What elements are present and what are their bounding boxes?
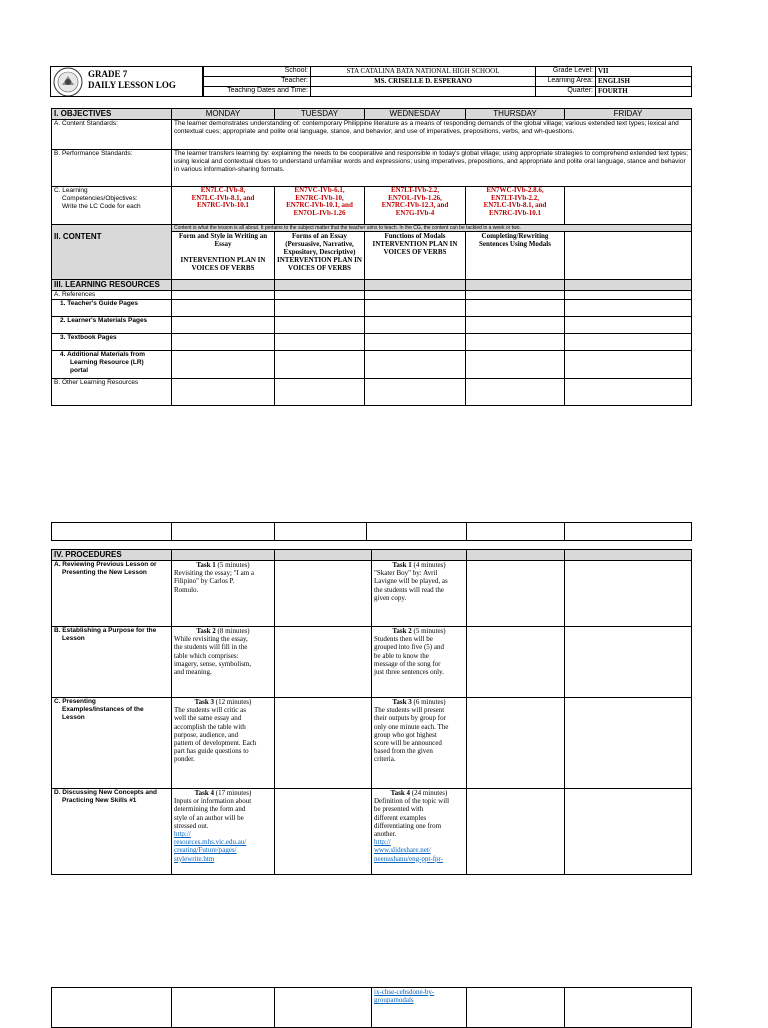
proc-c-label <box>52 698 172 789</box>
content-note: Content is what the lesson is all about. It pertains to the subject matter that the teacher aims to teach. In the CG, the content can be tackled in a week or two. <box>172 225 692 232</box>
task-title: Task 4 <box>194 789 215 797</box>
code: EN7LC-IVb-8.1, and <box>483 201 547 209</box>
content-sub: INTERVENTION PLAN IN VOICES OF VERBS <box>277 256 362 272</box>
grade-level-value: VII <box>596 67 692 77</box>
competencies-label <box>52 187 172 225</box>
task-line: Students then will be <box>374 635 433 644</box>
dates-value <box>311 87 536 97</box>
wed-task-4-continued <box>372 988 467 1028</box>
task-line: "Skater Boy" by: Avril <box>374 569 438 578</box>
task-line: Definition of the topic will <box>374 797 450 806</box>
task-line: imagery, sense, symbolism, <box>174 659 252 668</box>
task-minutes: (12 minutes) <box>215 698 252 706</box>
competencies-label-1: C. Learning <box>54 187 88 194</box>
task-line: Lavigne will be played, as <box>374 577 448 586</box>
teacher-label: Teacher: <box>204 77 311 87</box>
code: EN7LC-IVb-8, <box>200 186 246 194</box>
task-line: message of the song for <box>374 659 441 668</box>
teacher-value: MS. CRISELLE D. ESPERANO <box>311 77 536 87</box>
code: EN7RC-IVb-12.3, and <box>381 201 449 209</box>
task-line: style of an author will be <box>174 813 244 822</box>
proc-a-label <box>52 561 172 627</box>
proc-b-label <box>52 627 172 698</box>
mon-task-3 <box>172 698 275 789</box>
task-line: only one minute each. The <box>374 722 449 731</box>
day-tuesday: TUESDAY <box>275 109 365 120</box>
resource-link[interactable]: resources.mhs.vic.edu.au/ <box>174 838 247 847</box>
proc-d-line-2: Practicing New Skills #1 <box>62 797 137 804</box>
code: EN7G-IVb-4 <box>395 208 435 217</box>
task-title: Task 3 <box>194 698 215 706</box>
codes-monday <box>172 187 275 225</box>
quarter-value: FOURTH <box>596 87 692 97</box>
wed-task-2 <box>372 627 467 698</box>
content-monday <box>172 232 275 280</box>
additional-line-2: Learning Resource (LR) <box>70 359 144 366</box>
proc-c-line-2: Examples/Instances of the <box>62 706 144 713</box>
procedures-table <box>51 549 692 875</box>
task-title: Task 1 <box>392 561 412 569</box>
grade-level-label: Grade Level: <box>536 67 596 77</box>
task-minutes: (6 minutes) <box>413 698 446 706</box>
codes-tuesday <box>275 187 365 225</box>
task-line: While revisiting the essay, <box>174 635 248 644</box>
task-line: group who got highest <box>374 730 437 739</box>
resource-link[interactable]: neenushanu/eng-ppt-fpr- <box>374 854 444 863</box>
codes-friday <box>565 187 692 225</box>
additional-line-1: 4. Additional Materials from <box>60 351 145 358</box>
mon-task-4 <box>172 789 275 875</box>
code: EN7WC-IVb-2.8.6, <box>486 186 544 194</box>
objectives-heading: I. OBJECTIVES <box>52 109 172 120</box>
objectives-table <box>51 108 692 406</box>
content-tuesday <box>275 232 365 280</box>
day-thursday: THURSDAY <box>466 109 565 120</box>
content-standards-label: A. Content Standards: <box>52 120 172 150</box>
content-thursday <box>466 232 565 280</box>
day-monday: MONDAY <box>172 109 275 120</box>
textbook-pages-label: 3. Textbook Pages <box>52 334 172 351</box>
code: EN7RC-IVb-10.1 <box>489 208 541 217</box>
dates-label: Teaching Dates and Time: <box>204 87 311 97</box>
competencies-label-3: Write the LC Code for each <box>62 203 141 210</box>
learning-area-label: Learning Area: <box>536 77 596 87</box>
task-line: table which comprises: <box>174 651 239 660</box>
task-line: differentiating one from <box>374 821 442 830</box>
resource-link[interactable]: http:// <box>374 838 391 847</box>
content-title: Forms of an Essay (Persuasive, Narrative, Expository, Descriptive) <box>283 232 356 256</box>
competencies-label-2: Competencies/Objectives: <box>62 195 138 202</box>
content-standards-text: The learner demonstrates understanding of: contemporary Philippine literature as a means of responding demands of the global village; various extended text types; lexical and contextual cues; appropriate and polite oral language, stance, and behavior; and use of imperatives, prepositions, verbs, and wh-questions. <box>172 120 692 150</box>
task-minutes: (5 minutes) <box>217 561 250 569</box>
task-line: score will be announced <box>374 739 442 748</box>
school-value: STA CATALINA BATA NATIONAL HIGH SCHOOL <box>311 67 536 77</box>
continuation-row-top <box>51 522 692 541</box>
proc-d-label <box>52 789 172 875</box>
task-line: just three sentences only. <box>374 668 444 677</box>
code: EN7LT-IVb-2.2, <box>490 193 540 202</box>
task-line: and meaning. <box>174 668 212 677</box>
code: EN7RC-IVb-10, <box>295 193 344 202</box>
code: EN7LT-IVb-2.2, <box>390 186 440 194</box>
task-line: accomplish the table with <box>174 722 246 731</box>
proc-b-line-1: B. Establishing a Purpose for the <box>54 627 157 634</box>
proc-d-line-1: D. Discussing New Concepts and <box>54 789 157 796</box>
wed-task-1 <box>372 561 467 627</box>
resource-link[interactable]: stylewrite.htm <box>174 854 215 863</box>
resource-link[interactable]: http:// <box>174 830 191 839</box>
task-title: Task 1 <box>196 561 216 569</box>
resources-heading: III. LEARNING RESOURCES <box>52 280 172 291</box>
other-resources-label: B. Other Learning Resources <box>52 379 172 406</box>
content-note-spacer <box>52 225 172 232</box>
task-line: determining the form and <box>174 805 246 814</box>
code: EN7VC-IVb-6.1, <box>294 186 345 194</box>
task-title: Task 3 <box>392 698 412 706</box>
proc-a-line-2: Presenting the New Lesson <box>62 569 147 576</box>
lm-pages-label: 2. Learner's Materials Pages <box>52 317 172 334</box>
task-line: grouped into five (5) and <box>374 643 444 652</box>
content-title: Form and Style in Writing an Essay <box>178 232 268 248</box>
task-line: Revisiting the essay; "I am a <box>174 569 255 578</box>
task-line: The students will critic as <box>174 706 246 715</box>
proc-b-line-2: Lesson <box>62 635 85 642</box>
mon-task-2 <box>172 627 275 698</box>
task-line: ponder. <box>174 755 195 764</box>
task-line: their outputs by group for <box>374 714 446 723</box>
task-line: different examples <box>374 813 427 822</box>
task-line: The students will present <box>374 706 445 715</box>
proc-c-line-3: Lesson <box>62 714 85 721</box>
task-minutes: (8 minutes) <box>217 627 250 635</box>
quarter-label: Quarter: <box>536 87 596 97</box>
code: EN7RC-IVb-10.1, and <box>286 201 353 209</box>
performance-standards-text: The learner transfers learning by: explaining the needs to be cooperative and responsible in today's global village; using appropriate strategies to comprehend extended text types; using lexical and contextual clues to understand unfamiliar words and expressions; using imperatives, prepositions, and appropriate and polite oral language, stance and behavior in various information-sharing formats. <box>172 150 692 187</box>
proc-c-line-1: C. Presenting <box>54 698 96 705</box>
task-line: well the same essay and <box>174 714 242 723</box>
mon-task-1 <box>172 561 275 627</box>
day-friday: FRIDAY <box>565 109 692 120</box>
additional-materials-label <box>52 351 172 379</box>
day-wednesday: WEDNESDAY <box>365 109 466 120</box>
task-line: given copy. <box>374 593 407 602</box>
task-minutes: (24 minutes) <box>411 789 448 797</box>
task-line: criteria. <box>374 755 396 764</box>
log-title: DAILY LESSON LOG <box>88 80 176 90</box>
codes-wednesday <box>365 187 466 225</box>
task-title: Task 2 <box>196 627 216 635</box>
grade-title: GRADE 7 <box>88 69 128 79</box>
task-line: stressed out. <box>174 821 209 830</box>
task-line: the students will read the <box>374 585 444 594</box>
references-label: A. References <box>52 291 172 300</box>
content-sub: INTERVENTION PLAN IN VOICES OF VERBS <box>372 240 458 256</box>
task-title: Task 2 <box>392 627 412 635</box>
code: EN7OL-IVb-1.26 <box>293 208 346 217</box>
task-line: another. <box>374 830 397 839</box>
tg-pages-label: 1. Teacher's Guide Pages <box>52 300 172 317</box>
task-minutes: (4 minutes) <box>413 561 446 569</box>
task-line: Romulo. <box>174 585 199 594</box>
task-line: based from the given <box>374 747 433 756</box>
task-line: part has guide questions to <box>174 747 249 756</box>
additional-line-3: portal <box>70 367 89 374</box>
wed-task-3 <box>372 698 467 789</box>
code: EN7LC-IVb-8.1, and <box>191 193 255 202</box>
resource-link[interactable]: ix-chse-cebsdone-by- <box>374 988 435 996</box>
resource-link[interactable]: creating/Future/pages/ <box>174 846 237 855</box>
code: EN7OL-IVb-1.26, <box>388 193 442 202</box>
header-logo-frame <box>50 66 203 97</box>
resource-link[interactable]: www.slideshare.net/ <box>374 846 431 855</box>
task-line: Filipino" by Carlos P. <box>174 577 235 586</box>
task-line: Inputs or information about <box>174 797 252 806</box>
task-line: purpose, audience, and <box>174 730 239 739</box>
task-line: be presented with <box>374 805 424 814</box>
performance-standards-label: B. Performance Standards: <box>52 150 172 187</box>
school-label: School: <box>204 67 311 77</box>
task-minutes: (5 minutes) <box>413 627 446 635</box>
content-wednesday <box>365 232 466 280</box>
wed-task-4 <box>372 789 467 875</box>
task-line: be able to know the <box>374 651 429 660</box>
content-title: Functions of Modals <box>384 232 446 240</box>
task-line: the students will fill in the <box>174 643 248 652</box>
content-heading: II. CONTENT <box>52 232 172 280</box>
task-title: Task 4 <box>390 789 411 797</box>
task-line: pattern of development. Each <box>174 739 257 748</box>
procedures-heading: IV. PROCEDURES <box>52 550 172 561</box>
content-sub: INTERVENTION PLAN IN VOICES OF VERBS <box>180 256 266 272</box>
proc-a-line-1: A. Reviewing Previous Lesson or <box>54 561 157 568</box>
continuation-row-bottom <box>51 987 692 1028</box>
task-minutes: (17 minutes) <box>215 789 252 797</box>
header-table <box>203 66 692 97</box>
content-title: Completing/Rewriting Sentences Using Modals <box>479 232 551 248</box>
content-friday <box>565 232 692 280</box>
codes-thursday <box>466 187 565 225</box>
resource-link[interactable]: groupamodals <box>374 996 414 1005</box>
learning-area-value: ENGLISH <box>596 77 692 87</box>
code: EN7RC-IVb-10.1 <box>197 201 249 209</box>
